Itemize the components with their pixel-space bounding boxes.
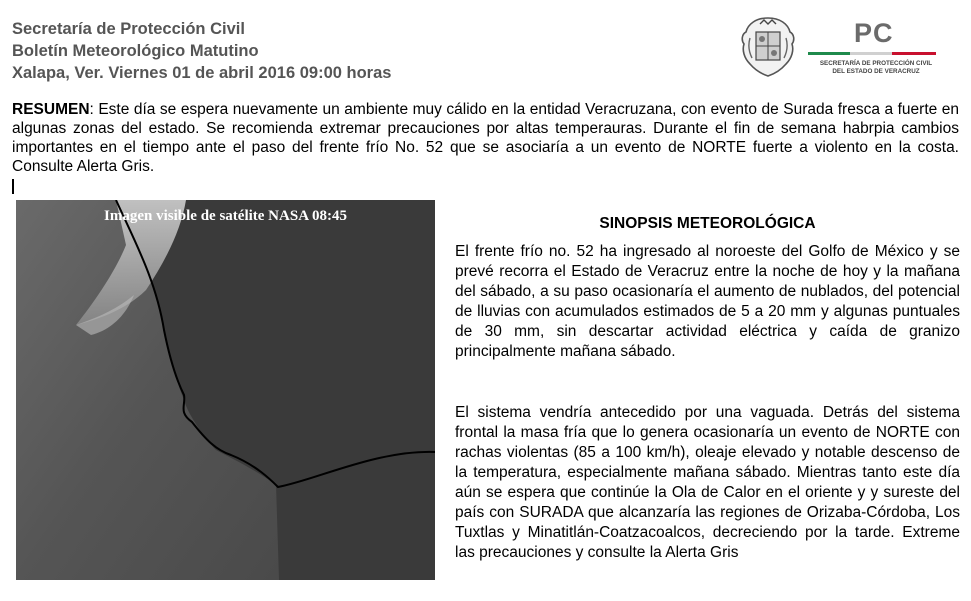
flag-bar-green bbox=[808, 52, 850, 55]
proteccion-civil-logo bbox=[806, 18, 946, 80]
bulletin-title: Boletín Meteorológico Matutino bbox=[12, 42, 259, 60]
document-header bbox=[12, 18, 391, 84]
veracruz-seal-icon bbox=[738, 14, 798, 78]
flag-bar-white bbox=[850, 52, 892, 55]
logo-subtitle-1: SECRETARÍA DE PROTECCIÓN CIVIL bbox=[819, 60, 933, 67]
flag-bar-red bbox=[892, 52, 936, 55]
synopsis-paragraph-1: El frente frío no. 52 ha ingresado al noroeste del Golfo de México y se prevé recorra el Estado de Veracruz entre la noche de hoy y la mañana del sábado, a su paso ocasionaría el aumento de nublados, del potencial de lluvias con acumulados estimados de 5 a 20 mm y algunas puntuales de 30 mm, sin descartar actividad eléctrica y caída de granizo principalmente mañana sábado. bbox=[455, 243, 960, 360]
summary-text: : Este día se espera nuevamente un ambiente muy cálido en la entidad Veracruzana, con evento de Surada fresca a fuerte en algunas zonas del estado. Se recomienda extremar precauciones por altas temperauras. Durante el fin de semana habrpia cambios importantes en el tiempo ante el paso del frente frío No. 52 que se asociaría a un evento de NORTE fuerte a violento en la costa. Consulte Alerta Gris. bbox=[12, 101, 959, 175]
synopsis-paragraph-2: El sistema vendría antecedido por una vaguada. Detrás del sistema frontal la masa fría que lo genera ocasionaría un evento de NORTE con rachas violentas (85 a 100 km/h), oleaje elevado y notable descenso de la temperatura, especialmente mañana sábado. Mientras tanto este día aún se espera que continúe la Ola de Calor en el oriente y y sureste del país con SURADA que alcanzaría las regiones de Orizaba-Córdoba, Los Tuxtlas y Minatitlán-Coatzacoalcos, decreciendo por la tarde. Extreme las precauciones y consulte la Alerta Gris bbox=[455, 404, 960, 561]
summary-paragraph bbox=[12, 100, 959, 176]
satellite-map bbox=[16, 200, 435, 580]
logo-letters: PC bbox=[854, 18, 894, 48]
summary-label: RESUMEN bbox=[12, 101, 90, 118]
logo-subtitle-2: DEL ESTADO DE VERACRUZ bbox=[832, 68, 920, 75]
synopsis-title: SINOPSIS METEOROLÓGICA bbox=[599, 215, 816, 232]
agency-title: Secretaría de Protección Civil bbox=[12, 20, 245, 38]
text-cursor bbox=[12, 179, 14, 194]
bulletin-date: Xalapa, Ver. Viernes 01 de abril 2016 09:00 horas bbox=[12, 64, 392, 82]
satellite-caption: Imagen visible de satélite NASA 08:45 bbox=[104, 208, 347, 224]
satellite-image bbox=[16, 200, 435, 580]
